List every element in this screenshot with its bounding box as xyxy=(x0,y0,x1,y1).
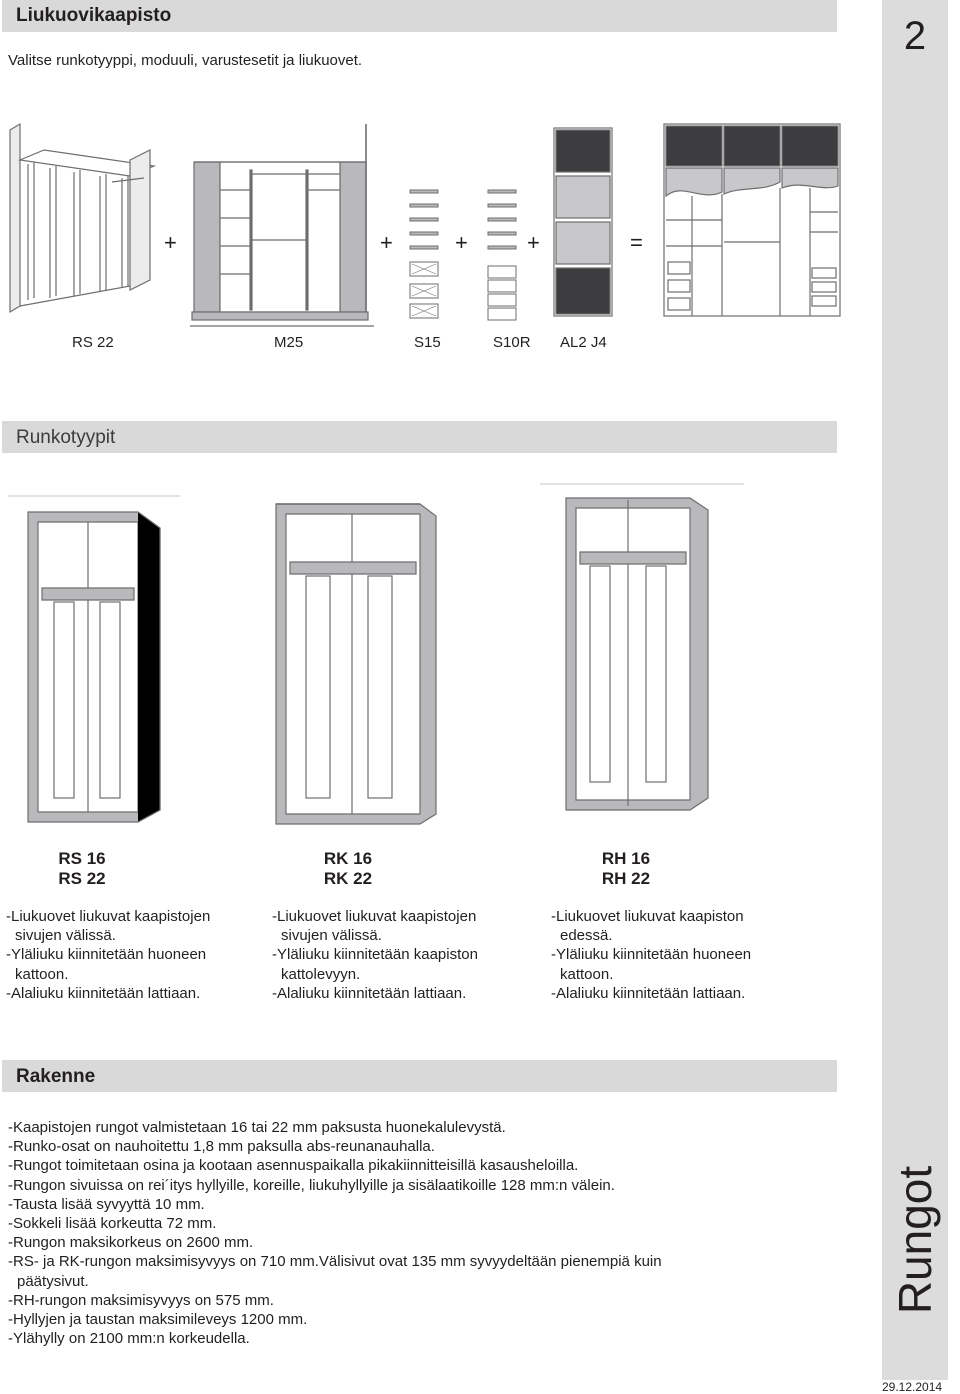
al2j4-door-drawing xyxy=(552,126,616,326)
rakenne-line: -Ylähylly on 2100 mm:n korkeudella. xyxy=(8,1330,250,1348)
description-line: -Yläliuku kiinnitetään kaapiston xyxy=(272,946,478,964)
combined-wardrobe-drawing xyxy=(662,122,852,322)
description-line: -Alaliuku kiinnitetään lattiaan. xyxy=(272,984,467,1002)
description-line: kattoon. xyxy=(560,965,614,983)
side-section-title: Rungot xyxy=(889,1165,941,1315)
frame-type-description-rk xyxy=(272,907,478,1003)
rs22-frame-drawing xyxy=(4,120,174,320)
section-bar-runkotyypit xyxy=(2,421,837,453)
document-date: 29.12.2014 xyxy=(882,1380,943,1394)
description-line: -Yläliuku kiinnitetään huoneen xyxy=(6,946,207,964)
description-line: -Alaliuku kiinnitetään lattiaan. xyxy=(6,984,201,1002)
page-number: 2 xyxy=(903,14,927,58)
module-label-s15: S15 xyxy=(414,334,441,351)
plus-operator: + xyxy=(455,230,468,255)
section-bar-rakenne xyxy=(2,1060,837,1092)
plus-operator: + xyxy=(527,230,540,255)
intro-text: Valitse runkotyyppi, moduuli, varustesetit ja liukuovet. xyxy=(8,52,363,69)
rakenne-line: -RS- ja RK-rungon maksimisyvyys on 710 mm.Välisivut ovat 135 mm syvyydeltään pienempiä kuin xyxy=(8,1253,662,1271)
frame-type-label-rk xyxy=(288,849,408,889)
frame-type-name: RK 16 xyxy=(323,849,373,868)
rakenne-line: -Rungon sivuissa on rei´itys hyllyille, koreille, liukuhyllyille ja sisälaatikoille 128 mm:n välein. xyxy=(8,1176,615,1194)
description-line: sivujen välissä. xyxy=(15,927,116,945)
frame-type-description-rs xyxy=(6,907,210,1003)
module-label-s10r: S10R xyxy=(493,334,531,351)
module-label-al2j4: AL2 J4 xyxy=(560,334,607,351)
module-label-rs22: RS 22 xyxy=(72,334,114,351)
description-line: sivujen välissä. xyxy=(281,927,382,945)
frame-type-label-rs xyxy=(22,849,142,889)
plus-operator: + xyxy=(164,230,177,255)
rk-frame-illustration xyxy=(270,492,450,832)
rakenne-line: -Rungot toimitetaan osina ja kootaan asennuspaikalla pikakiinnitteisillä kasausheloilla. xyxy=(8,1157,579,1175)
frame-type-label-rh xyxy=(566,849,686,889)
rh-frame-illustration xyxy=(540,480,740,820)
description-line: edessä. xyxy=(560,927,613,945)
rakenne-line: päätysivut. xyxy=(17,1272,89,1290)
header-bar xyxy=(2,0,837,32)
rakenne-line: -Hyllyjen ja taustan maksimileveys 1200 mm. xyxy=(8,1311,308,1329)
page-title: Liukuovikaapisto xyxy=(16,5,172,26)
description-line: -Yläliuku kiinnitetään huoneen xyxy=(551,946,752,964)
frame-type-name: RS 22 xyxy=(58,869,106,888)
description-line: -Alaliuku kiinnitetään lattiaan. xyxy=(551,984,746,1002)
side-panel xyxy=(882,0,948,1380)
equals-operator: = xyxy=(630,230,643,255)
s10r-drawer-set-drawing xyxy=(484,186,524,326)
description-line: -Liukuovet liukuvat kaapistojen xyxy=(272,908,477,925)
description-line: -Liukuovet liukuvat kaapistojen xyxy=(6,908,211,925)
rakenne-line: -Tausta lisää syvyyttä 10 mm. xyxy=(8,1195,205,1213)
rakenne-line: -Rungon maksikorkeus on 2600 mm. xyxy=(8,1234,254,1252)
frame-type-name: RH 22 xyxy=(601,869,651,888)
frame-type-name: RH 16 xyxy=(601,849,651,868)
section-title-runkotyypit: Runkotyypit xyxy=(16,427,116,448)
rakenne-line: -Sokkeli lisää korkeutta 72 mm. xyxy=(8,1215,217,1233)
section-title-rakenne: Rakenne xyxy=(16,1066,96,1087)
rakenne-list xyxy=(8,1118,662,1348)
description-line: kattoon. xyxy=(15,965,69,983)
rakenne-line: -Runko-osat on nauhoitettu 1,8 mm paksulla abs-reunanauhalla. xyxy=(8,1138,435,1156)
rs-frame-illustration xyxy=(8,492,188,832)
plus-operator: + xyxy=(380,230,393,255)
frame-type-description-rh xyxy=(551,907,751,1003)
frame-type-name: RK 22 xyxy=(323,869,373,888)
description-line: kattolevyyn. xyxy=(281,965,361,983)
s15-shelf-set-drawing xyxy=(406,186,446,326)
rakenne-line: -RH-rungon maksimisyvyys on 575 mm. xyxy=(8,1291,274,1309)
rakenne-line: -Kaapistojen rungot valmistetaan 16 tai 22 mm paksusta huonekalulevystä. xyxy=(8,1119,506,1136)
m25-module-drawing xyxy=(190,120,380,330)
module-label-m25: M25 xyxy=(274,334,304,351)
description-line: -Liukuovet liukuvat kaapiston xyxy=(551,908,744,925)
frame-type-name: RS 16 xyxy=(58,849,106,868)
